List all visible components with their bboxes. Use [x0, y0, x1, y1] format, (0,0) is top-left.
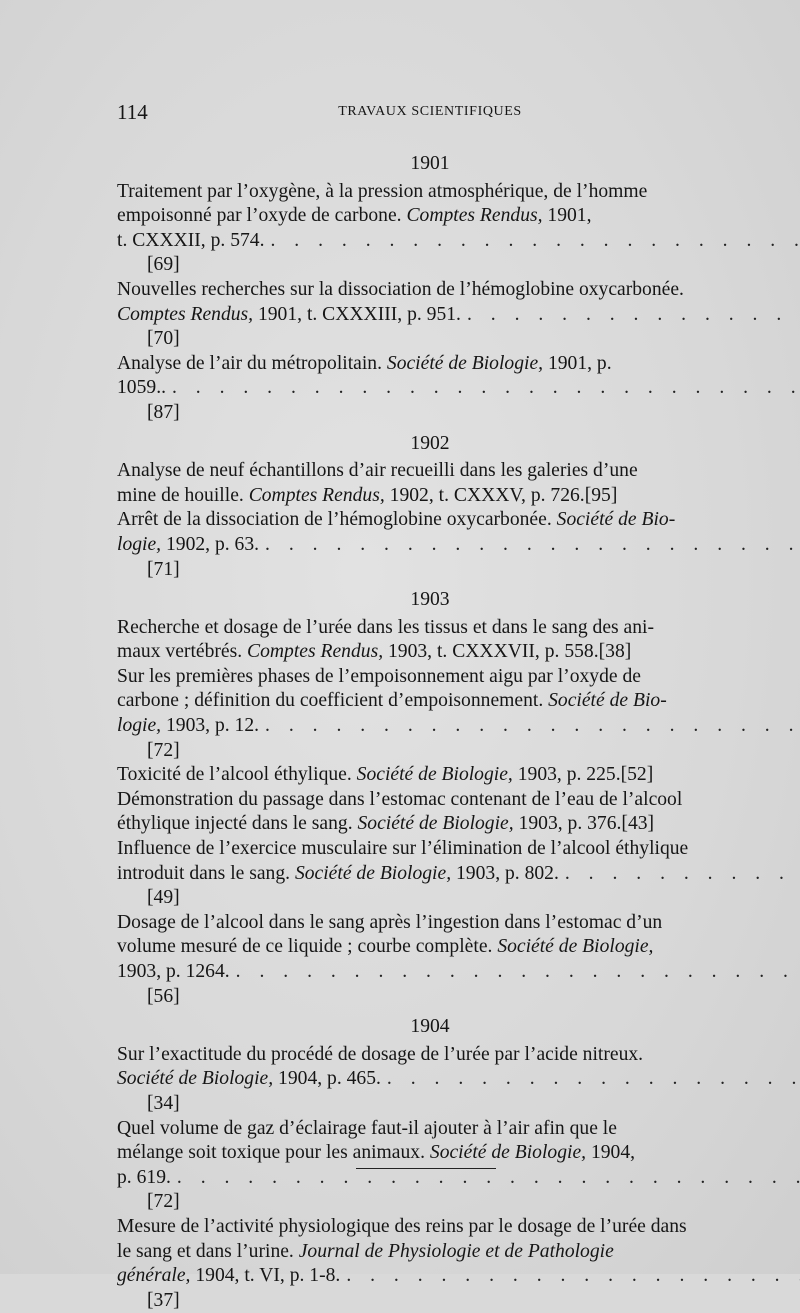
entry-citation: Toxicité de l’alcool éthylique. Société de Biologie, 1903, p. 225. [117, 764, 621, 785]
entry-line: Quel volume de gaz d’éclairage faut-il ajouter à l’air afin que le [147, 1117, 743, 1142]
bibliography-entry [117, 788, 743, 837]
entry-last-line [147, 714, 743, 763]
entry-line: Sur les premières phases de l’empoisonnement aigu par l’oxyde de [147, 665, 743, 690]
entry-last-line [147, 303, 743, 352]
entry-citation: 1903, p. 1264. [117, 961, 230, 982]
bibliography-entry [117, 1117, 743, 1215]
entry-line: Sur l’exactitude du procédé de dosage de l’urée par l’acide nitreux. [147, 1043, 743, 1068]
year-heading: 1902 [117, 432, 743, 457]
dot-leader [387, 1068, 800, 1089]
entry-citation: 1059.. [117, 377, 166, 398]
entry-line: Dosage de l’alcool dans le sang après l’ingestion dans l’estomac d’un [147, 911, 743, 936]
entry-line: carbone ; définition du coefficient d’empoisonnement. Société de Bio- [147, 689, 743, 714]
entry-line: Influence de l’exercice musculaire sur l’élimination de l’alcool éthylique [147, 837, 743, 862]
running-head: TRAVAUX SCIENTIFIQUES [117, 104, 743, 120]
dot-leader [565, 863, 800, 884]
bibliography-entry [117, 278, 743, 352]
end-rule [356, 1168, 496, 1169]
entry-line: empoisonné par l’oxyde de carbone. Comptes Rendus, 1901, [147, 204, 743, 229]
entry-citation: générale, 1904, t. VI, p. 1-8. [117, 1265, 340, 1286]
entry-last-line [147, 640, 743, 665]
dot-leader [346, 1265, 800, 1286]
reference-number: [34] [147, 1093, 180, 1114]
entry-citation: logie, 1902, p. 63. [117, 534, 259, 555]
entry-last-line [147, 862, 743, 911]
reference-number: [87] [147, 402, 180, 423]
reference-number: [56] [147, 986, 180, 1007]
bibliography-entry [117, 352, 743, 426]
entry-citation: t. CXXXII, p. 574. [117, 230, 265, 251]
year-heading: 1903 [117, 588, 743, 613]
dot-leader [467, 304, 800, 325]
entry-last-line [147, 376, 743, 425]
entry-last-line [147, 484, 743, 509]
reference-number: [69] [147, 254, 180, 275]
reference-number: [37] [147, 1290, 180, 1311]
entry-last-line [147, 229, 743, 278]
reference-number: [52] [621, 764, 654, 785]
bibliography-entry [117, 180, 743, 278]
bibliography-list [117, 146, 743, 1313]
dot-leader [271, 230, 800, 251]
reference-number: [72] [147, 740, 180, 761]
entry-citation: maux vertébrés. Comptes Rendus, 1903, t. CXXXVII, p. 558. [117, 641, 599, 662]
entry-line: volume mesuré de ce liquide ; courbe complète. Société de Biologie, [147, 935, 743, 960]
bibliography-entry [117, 1215, 743, 1313]
entry-citation: mine de houille. Comptes Rendus, 1902, t. CXXXV, p. 726. [117, 485, 585, 506]
year-heading: 1904 [117, 1015, 743, 1040]
bibliography-entry [117, 1043, 743, 1117]
reference-number: [43] [621, 813, 654, 834]
bibliography-entry [117, 508, 743, 582]
entry-last-line [147, 533, 743, 582]
entry-last-line [147, 763, 743, 788]
entry-last-line [147, 1067, 743, 1116]
reference-number: [49] [147, 887, 180, 908]
bibliography-entry [117, 616, 743, 665]
bibliography-entry [117, 763, 743, 788]
year-heading: 1901 [117, 152, 743, 177]
entry-line: Analyse de neuf échantillons d’air recueilli dans les galeries d’une [147, 459, 743, 484]
dot-leader [265, 534, 800, 555]
reference-number: [38] [599, 641, 632, 662]
entry-line: Arrêt de la dissociation de l’hémoglobine oxycarbonée. Société de Bio- [147, 508, 743, 533]
entry-last-line [147, 1264, 743, 1313]
entry-citation: p. 619. [117, 1167, 171, 1188]
page-header [117, 100, 743, 124]
entry-line: Nouvelles recherches sur la dissociation de l’hémoglobine oxycarbonée. [147, 278, 743, 303]
bibliography-entry [117, 459, 743, 508]
dot-leader [172, 377, 800, 398]
entry-line: Traitement par l’oxygène, à la pression atmosphérique, de l’homme [147, 180, 743, 205]
entry-line: le sang et dans l’urine. Journal de Physiologie et de Pathologie [147, 1240, 743, 1265]
bibliography-entry [117, 911, 743, 1009]
entry-last-line [147, 1166, 743, 1215]
entry-line: mélange soit toxique pour les animaux. Société de Biologie, 1904, [147, 1141, 743, 1166]
entry-line: Recherche et dosage de l’urée dans les tissus et dans le sang des ani- [147, 616, 743, 641]
bibliography-entry [117, 837, 743, 911]
entry-last-line [147, 960, 743, 1009]
reference-number: [70] [147, 328, 180, 349]
entry-citation: Société de Biologie, 1904, p. 465. [117, 1068, 381, 1089]
entry-citation: éthylique injecté dans le sang. Société de Biologie, 1903, p. 376. [117, 813, 621, 834]
dot-leader [265, 715, 800, 736]
reference-number: [71] [147, 559, 180, 580]
entry-citation: logie, 1903, p. 12. [117, 715, 259, 736]
reference-number: [95] [585, 485, 618, 506]
entry-line: Analyse de l’air du métropolitain. Société de Biologie, 1901, p. [147, 352, 743, 377]
dot-leader [177, 1167, 800, 1188]
entry-citation: introduit dans le sang. Société de Biologie, 1903, p. 802. [117, 863, 559, 884]
page-number: 114 [117, 100, 148, 125]
entry-last-line [147, 812, 743, 837]
bibliography-entry [117, 665, 743, 763]
dot-leader [236, 961, 800, 982]
entry-line: Mesure de l’activité physiologique des reins par le dosage de l’urée dans [147, 1215, 743, 1240]
entry-line: Démonstration du passage dans l’estomac contenant de l’eau de l’alcool [147, 788, 743, 813]
reference-number: [72] [147, 1191, 180, 1212]
entry-citation: Comptes Rendus, 1901, t. CXXXIII, p. 951. [117, 304, 461, 325]
